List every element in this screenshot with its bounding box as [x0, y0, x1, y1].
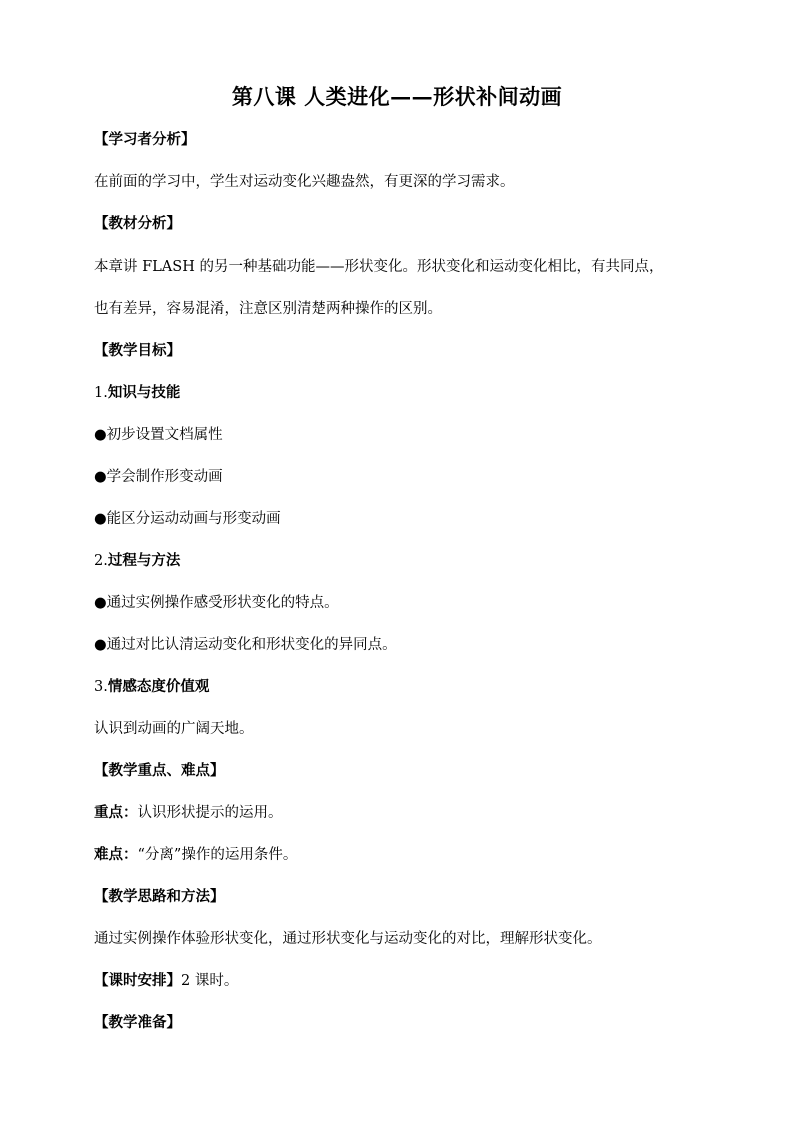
subheading-title: 知识与技能: [107, 384, 181, 401]
list-item: ●初步设置文档属性: [94, 427, 223, 443]
heading-key-points: 【教学重点、难点】: [94, 762, 225, 779]
heading-preparation: 【教学准备】: [94, 1014, 181, 1031]
subheading-knowledge-skills: [94, 382, 734, 404]
subheading-number: 1.: [94, 385, 108, 401]
heading-learner-analysis: 【学习者分析】: [94, 131, 196, 148]
emotion-values-text: 认识到动画的广阔天地。: [94, 721, 254, 737]
focus-text: 认识形状提示的运用。: [137, 805, 283, 821]
heading-schedule: 【课时安排】: [94, 972, 181, 989]
heading-teaching-goals: 【教学目标】: [94, 342, 181, 359]
subheading-number: 3.: [94, 679, 108, 695]
material-analysis-line-1: 本章讲 FLASH 的另一种基础功能——形状变化。形状变化和运动变化相比，有共同点，: [94, 259, 664, 275]
focus-line: [94, 802, 734, 824]
schedule-line: [94, 970, 734, 992]
heading-material-analysis: 【教材分析】: [94, 215, 181, 232]
difficulty-text: “分离”操作的运用条件。: [137, 847, 298, 863]
schedule-text: 2 课时。: [181, 973, 239, 989]
heading-teaching-method: 【教学思路和方法】: [94, 888, 225, 905]
subheading-emotion-values: [94, 676, 734, 698]
page-title: 第八课 人类进化——形状补间动画: [231, 84, 563, 109]
difficulty-label: 难点：: [94, 846, 138, 863]
learner-analysis-text: 在前面的学习中，学生对运动变化兴趣盎然，有更深的学习需求。: [94, 174, 515, 190]
list-item: ●学会制作形变动画: [94, 469, 223, 485]
subheading-process-method: [94, 550, 734, 572]
subheading-number: 2.: [94, 553, 108, 569]
material-analysis-line-2: 也有差异，容易混淆，注意区别清楚两种操作的区别。: [94, 301, 442, 317]
subheading-title: 情感态度价值观: [107, 678, 210, 695]
list-item: ●能区分运动动画与形变动画: [94, 511, 281, 527]
list-item: ●通过实例操作感受形状变化的特点。: [94, 595, 339, 611]
subheading-title: 过程与方法: [107, 552, 181, 569]
list-item: ●通过对比认清运动变化和形状变化的异同点。: [94, 637, 397, 653]
focus-label: 重点：: [94, 804, 138, 821]
teaching-method-text: 通过实例操作体验形状变化，通过形状变化与运动变化的对比，理解形状变化。: [94, 931, 602, 947]
difficulty-line: [94, 844, 734, 866]
